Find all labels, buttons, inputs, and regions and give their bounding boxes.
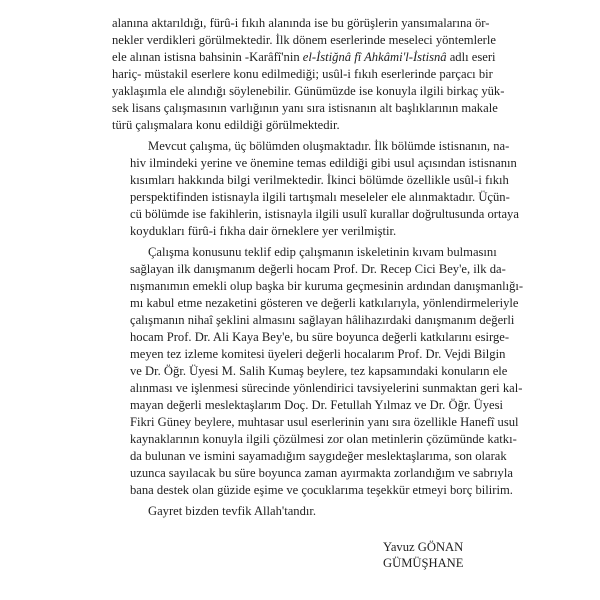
text-line: yaklaşımla ele alındığı söylenebilir. Günümüzde ise konuyla ilgili birkaç yük-: [112, 84, 505, 98]
text-line: da bulunan ve ismini sayamadığım saygıdeğer meslektaşlarıma, son olarak: [130, 449, 507, 463]
text-line: nışmanımın emekli olup başka bir kuruma geçmesinin ardından danışmanlığı-: [130, 279, 524, 293]
text-line: mı kabul etme nezaketini gösteren ve değerli katkılarıyla, yönlendirmeleriyle: [130, 296, 519, 310]
text-line: çalışmanın nihaî şeklini almasını sağlayan hâlihazırdaki danışmanım değerli: [130, 313, 515, 327]
text-line: Gayret bizden tevfik Allah'tandır.: [148, 504, 317, 518]
text-line: Çalışma konusunu teklif edip çalışmanın iskeletinin kıvam bulmasını: [148, 245, 497, 259]
signature-block: [383, 539, 463, 571]
book-title: el-İstiğnâ fî Ahkâmi'l-İstisnâ: [302, 50, 447, 64]
text-line: mayan değerli meslektaşlarım Doç. Dr. Fetullah Yılmaz ve Dr. Öğr. Üyesi: [130, 398, 504, 412]
author-name: Yavuz GÖNAN: [383, 540, 464, 554]
text-line: Mevcut çalışma, üç bölümden oluşmaktadır. İlk bölümde istisnanın, na-: [148, 139, 510, 153]
text-line: cü bölümde ise fakihlerin, istisnayla ilgili usulî kurallar doğrultusunda ortaya: [130, 207, 519, 221]
paragraph-1: [112, 15, 505, 134]
author-place: GÜMÜŞHANE: [383, 556, 464, 570]
text-line: ve Dr. Öğr. Üyesi M. Salih Kumaş beylere, tez kapsamındaki konuların ele: [130, 364, 508, 378]
text-line: kısımları hakkında bilgi verilmektedir. İkinci bölümde özellikle usûl-i fıkıh: [130, 173, 509, 187]
paragraph-2: [112, 138, 519, 240]
text-line: alanına aktarıldığı, fürû-i fıkıh alanında ise bu görüşlerin yansımalarına ör-: [112, 16, 490, 30]
text-line: ele alınan istisna bahsinin -Karâfî'nin el-İstiğnâ fî Ahkâmi'l-İstisnâ adlı eseri: [112, 50, 496, 64]
text-line: Fikri Güney beylere, muhtasar usul eserlerinin yanı sıra özellikle Hanefî usul: [130, 415, 519, 429]
text-line: perspektifinden istisnayla ilgili tartışmalı meseleler ele alınmaktadır. Üçün-: [130, 190, 510, 204]
closing-paragraph: [112, 503, 488, 520]
text-line: türü çalışmalara konu edildiği görülmektedir.: [112, 118, 340, 132]
text-line: hariç- müstakil eserlere konu edilmediği; usûl-i fıkıh eserlerinde parçacı bir: [112, 67, 493, 81]
text-line: sağlayan ilk danışmanım değerli hocam Prof. Dr. Recep Cici Bey'e, ilk da-: [130, 262, 506, 276]
text-line: alınması ve işlenmesi sürecinde yönlendirici tavsiyelerini sunmaktan geri kal-: [130, 381, 523, 395]
text-line: nekler verdikleri görülmektedir. İlk dönem eserlerinde meseleci yöntemlerle: [112, 33, 496, 47]
document-body: [112, 15, 524, 524]
text-line: meyen tez izleme komitesi üyeleri değerli hocalarım Prof. Dr. Vejdi Bilgin: [130, 347, 506, 361]
text-line: kaynaklarının konuyla ilgili çözülmesi zor olan metinlerin çözümünde katkı-: [130, 432, 517, 446]
text-line: koydukları fürû-i fıkha dair örneklere yer verilmiştir.: [130, 224, 397, 238]
text-line: bana destek olan güzide eşime ve çocuklarıma teşekkür etmeyi borç bilirim.: [130, 483, 513, 497]
text-line: uzunca sayılacak bu süre boyunca zaman ayırmakta zorlandığım ve sabrıyla: [130, 466, 513, 480]
text-line: hiv ilmindeki yerine ve önemine temas edildiği gibi usul açısından istisnanın: [130, 156, 517, 170]
text-line: sek lisans çalışmasının varlığının yanı sıra istisnanın alt başlıklarının makale: [112, 101, 498, 115]
text-line: hocam Prof. Dr. Ali Kaya Bey'e, bu süre boyunca değerli katkılarını esirge-: [130, 330, 510, 344]
paragraph-3: [112, 244, 524, 499]
